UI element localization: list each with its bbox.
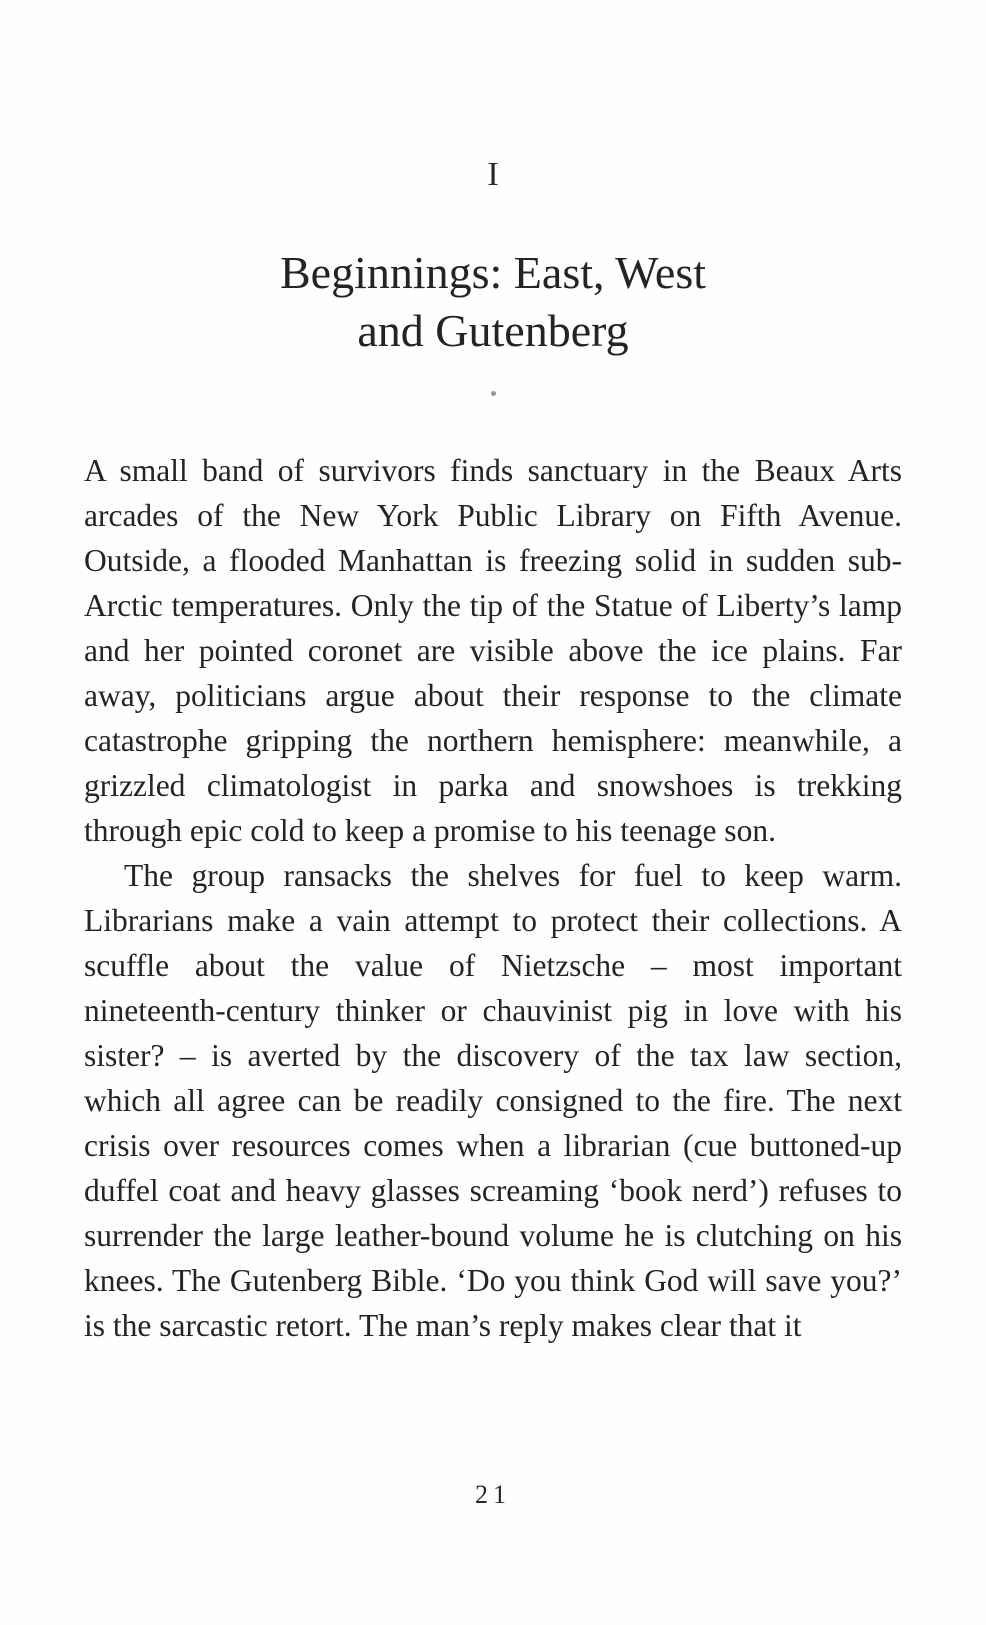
chapter-title-line-2: and Gutenberg [357, 305, 629, 356]
chapter-number: I [487, 156, 499, 193]
body-text-block [84, 448, 902, 1348]
section-ornament-dot [491, 391, 496, 396]
chapter-title-line-1: Beginnings: East, West [279, 247, 707, 298]
page-number: 21 [475, 1480, 511, 1509]
chapter-title [0, 244, 986, 360]
body-paragraph: The group ransacks the shelves for fuel to keep warm. Librarians make a vain attempt to protect their collections. A scuffle about the value of Nietzsche – most important nineteenth-century thinker or chauvinist pig in love with his sister? – is averted by the discovery of the tax law section, which all agree can be readily consigned to the fire. The next crisis over resources comes when a librarian (cue buttoned-up duffel coat and heavy glasses screaming ‘book nerd’) refuses to surrender the large leather-bound volume he is clutching on his knees. The Gutenberg Bible. ‘Do you think God will save you?’ is the sarcastic retort. The man’s reply makes clear that it [84, 857, 902, 1343]
body-paragraph: A small band of survivors finds sanctuary in the Beaux Arts arcades of the New York Public Library on Fifth Avenue. Outside, a flooded Manhattan is freezing solid in sudden sub-Arctic temperatures. Only the tip of the Statue of Liberty’s lamp and her pointed coronet are visible above the ice plains. Far away, politicians argue about their response to the climate catastrophe gripping the northern hemisphere: meanwhile, a grizzled climatologist in parka and snowshoes is trekking through epic cold to keep a promise to his teenage son. [84, 452, 902, 848]
